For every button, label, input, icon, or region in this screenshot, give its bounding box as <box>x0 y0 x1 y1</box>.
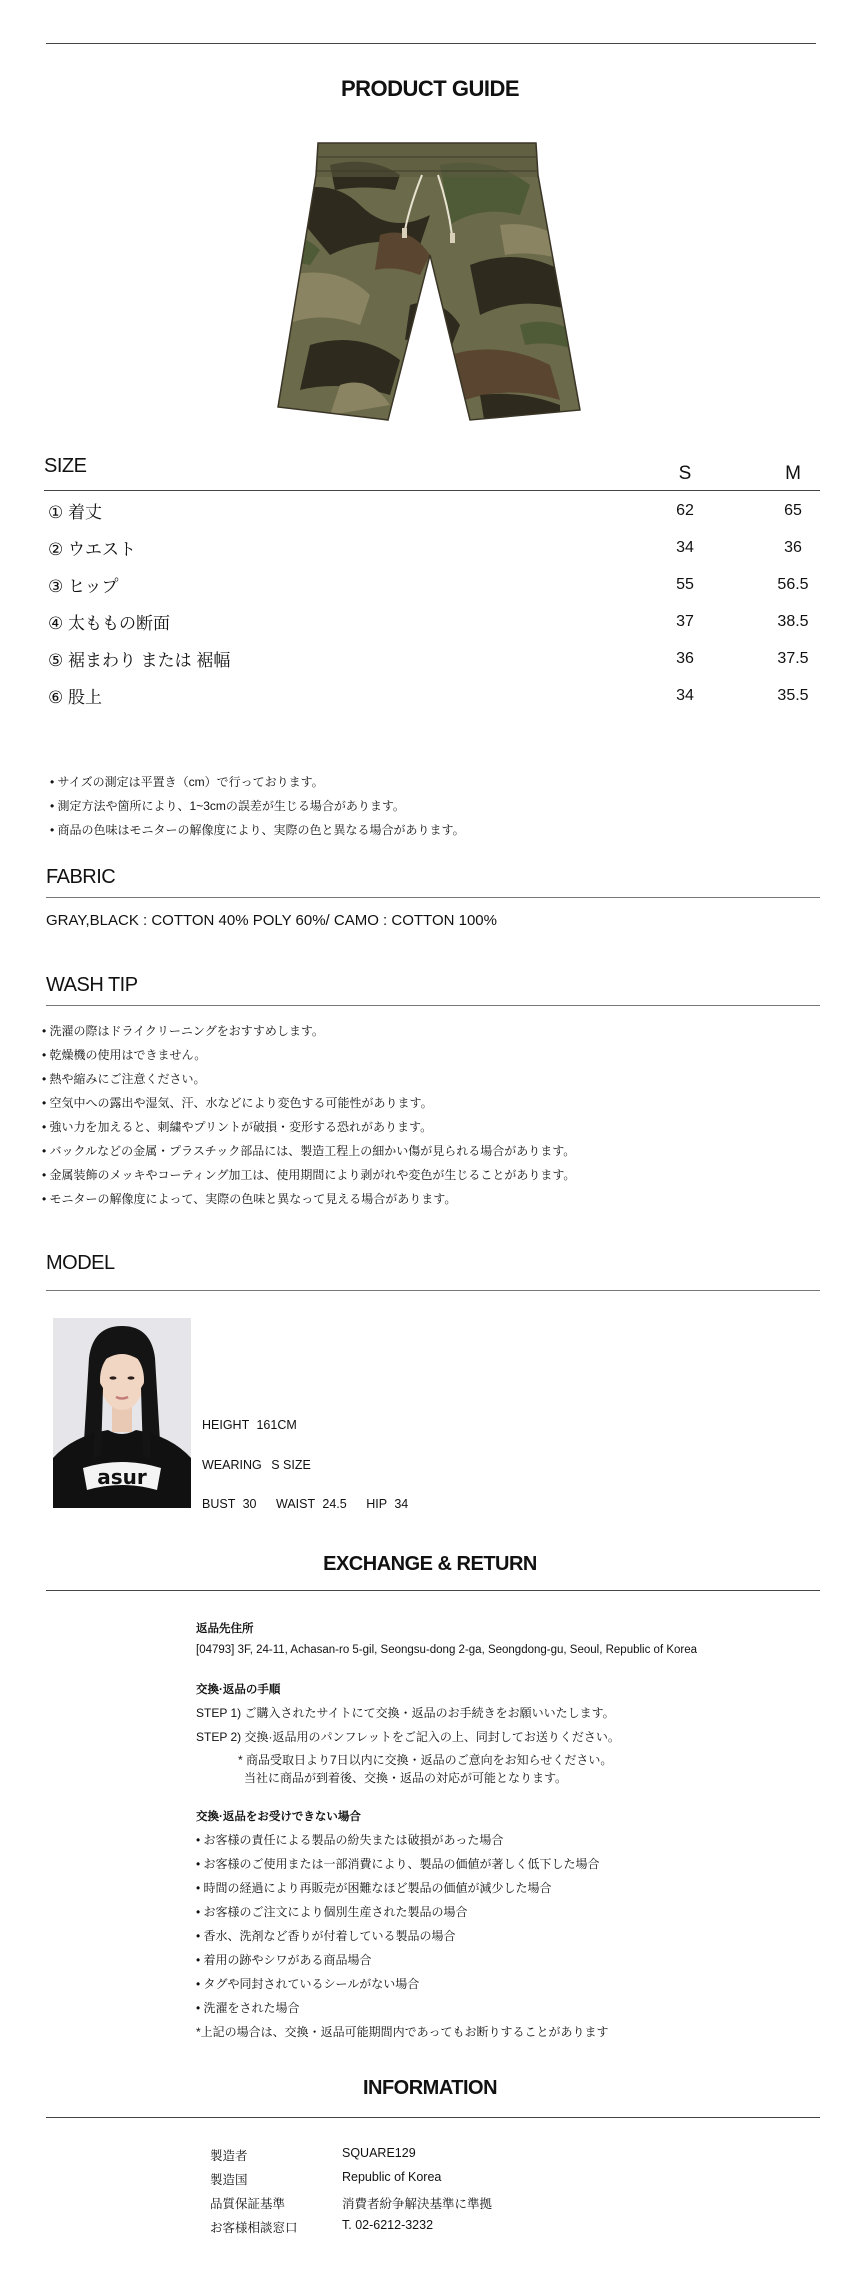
size-row-m: 36 <box>784 539 802 556</box>
size-row-s: 36 <box>676 650 694 667</box>
list-item: • お客様の責任による製品の紛失または破損があった場合 <box>196 1833 504 1847</box>
procedure-step-1: STEP 1) ご購入されたサイトにて交換・返品のお手続きをお願いいたします。 <box>196 1706 615 1720</box>
size-notes <box>50 776 810 836</box>
procedure-note-1: * 商品受取日より7日以内に交換・返品のご意向をお知らせください。 <box>238 1753 613 1767</box>
exchange-return-title: EXCHANGE & RETURN <box>323 1553 537 1575</box>
no-return-heading: 交換·返品をお受けできない場合 <box>196 1811 361 1823</box>
product-guide-title: PRODUCT GUIDE <box>340 76 520 101</box>
model-height-value: 161CM <box>256 1418 297 1432</box>
list-item: • お客様のご使用または一部消費により、製品の価値が著しく低下した場合 <box>196 1857 600 1871</box>
size-row-label: ⑤ 裾まわり または 裾幅 <box>48 651 231 670</box>
no-return-list <box>196 1831 816 2031</box>
list-item: • 乾燥機の使用はできません。 <box>42 1048 207 1062</box>
model-hip-label: HIP <box>366 1497 387 1511</box>
list-item: • 時間の経過により再販売が困難なほど製品の価値が減少した場合 <box>196 1881 552 1895</box>
list-item: • 熱や縮みにご注意ください。 <box>42 1072 206 1086</box>
model-height <box>202 1418 297 1432</box>
list-item: • お客様のご注文により個別生産された製品の場合 <box>196 1905 468 1919</box>
size-row-m: 56.5 <box>777 576 809 593</box>
size-title: SIZE <box>44 455 87 477</box>
information-divider <box>46 2117 820 2118</box>
fabric-title: FABRIC <box>46 866 116 888</box>
model-wearing <box>202 1458 311 1472</box>
procedure-heading: 交換·返品の手順 <box>196 1684 281 1696</box>
model-wearing-value: S SIZE <box>271 1458 311 1472</box>
table-row <box>48 683 828 719</box>
info-value: Republic of Korea <box>342 2170 442 2184</box>
table-row <box>48 572 828 608</box>
size-row-label: ① 着丈 <box>48 503 102 522</box>
no-return-footnote: *上記の場合は、交換・返品可能期間内であってもお断りすることがあります <box>196 2025 609 2039</box>
info-key: 品質保証基準 <box>210 2197 286 2211</box>
product-image <box>270 135 590 435</box>
model-title: MODEL <box>46 1252 115 1274</box>
size-row-s: 37 <box>676 613 694 630</box>
size-row-s: 55 <box>676 576 694 593</box>
table-row <box>48 535 828 571</box>
model-height-label: HEIGHT <box>202 1418 249 1432</box>
size-row-s: 34 <box>676 687 694 704</box>
fabric-divider <box>46 897 820 898</box>
size-row-label: ③ ヒップ <box>48 577 119 596</box>
model-wearing-label: WEARING <box>202 1458 262 1472</box>
info-value: 消費者紛争解決基準に準拠 <box>342 2197 493 2211</box>
wash-tip-title: WASH TIP <box>46 974 138 996</box>
list-item: • 空気中への露出や湿気、汗、水などにより変色する可能性があります。 <box>42 1096 433 1110</box>
address-heading: 返品先住所 <box>196 1623 254 1635</box>
model-bust-value: 30 <box>242 1497 257 1511</box>
wash-tip-list <box>42 1025 812 1215</box>
list-item: • 強い力を加えると、刺繍やプリントが破損・変形する恐れがあります。 <box>42 1120 433 1134</box>
size-row-label: ② ウエスト <box>48 540 136 559</box>
info-key: 製造者 <box>210 2149 248 2163</box>
list-item: • 洗濯をされた場合 <box>196 2001 300 2015</box>
list-item: • 商品の色味はモニターの解像度により、実際の色と異なる場合があります。 <box>50 823 465 837</box>
model-hip-value: 34 <box>394 1497 409 1511</box>
table-row <box>48 498 828 534</box>
model-waist-label: WAIST <box>276 1497 315 1511</box>
size-row-s: 34 <box>676 539 694 556</box>
size-column-s: S <box>678 463 692 484</box>
wash-divider <box>46 1005 820 1006</box>
list-item: • 測定方法や箇所により、1~3cmの誤差が生じる場合があります。 <box>50 799 405 813</box>
size-row-m: 37.5 <box>777 650 809 667</box>
size-row-s: 62 <box>676 502 694 519</box>
list-item: • バックルなどの金属・プラスチック部品には、製造工程上の細かい傷が見られる場合があります。 <box>42 1144 576 1158</box>
size-row-m: 65 <box>784 502 802 519</box>
procedure-step-2: STEP 2) 交換·返品用のパンフレットをご記入の上、同封してお送りください。 <box>196 1730 620 1744</box>
exchange-content <box>196 1620 816 2050</box>
list-item: • 金属装飾のメッキやコーティング加工は、使用期間により剥がれや変色が生じることがあります。 <box>42 1168 576 1182</box>
model-photo <box>53 1318 191 1508</box>
model-waist-value: 24.5 <box>322 1497 347 1511</box>
information-title: INFORMATION <box>362 2077 498 2099</box>
size-column-m: M <box>785 463 801 484</box>
model-divider <box>46 1290 820 1291</box>
size-row-label: ⑥ 股上 <box>48 688 102 707</box>
list-item: • モニターの解像度によって、実際の色味と異なって見える場合があります。 <box>42 1192 457 1206</box>
info-key: お客様相談窓口 <box>210 2221 298 2235</box>
size-row-m: 38.5 <box>777 613 809 630</box>
list-item: • 香水、洗剤など香りが付着している製品の場合 <box>196 1929 456 1943</box>
list-item: • タグや同封されているシールがない場合 <box>196 1977 420 1991</box>
list-item: • サイズの測定は平置き（cm）で行っております。 <box>50 775 324 789</box>
top-divider <box>46 43 816 44</box>
size-row-label: ④ 太ももの断面 <box>48 614 170 633</box>
size-divider <box>44 490 820 491</box>
procedure-note-2: 当社に商品が到着後、交換・返品の対応が可能となります。 <box>244 1771 568 1785</box>
info-value: T. 02-6212-3232 <box>342 2218 434 2232</box>
return-address: [04793] 3F, 24-11, Achasan-ro 5-gil, Seongsu-dong 2-ga, Seongdong-gu, Seoul, Republic of Korea <box>196 1644 698 1656</box>
model-shirt-logo: asur <box>97 1465 147 1489</box>
table-row <box>48 609 828 645</box>
size-row-m: 35.5 <box>777 687 809 704</box>
model-measurements <box>202 1497 408 1511</box>
model-bust-label: BUST <box>202 1497 236 1511</box>
exchange-divider <box>46 1590 820 1591</box>
list-item: • 着用の跡やシワがある商品場合 <box>196 1953 372 1967</box>
list-item: • 洗濯の際はドライクリーニングをおすすめします。 <box>42 1024 324 1038</box>
fabric-text: GRAY,BLACK : COTTON 40% POLY 60%/ CAMO : COTTON 100% <box>46 912 497 929</box>
info-value: SQUARE129 <box>342 2146 416 2160</box>
table-row <box>48 646 828 682</box>
info-key: 製造国 <box>210 2173 248 2187</box>
